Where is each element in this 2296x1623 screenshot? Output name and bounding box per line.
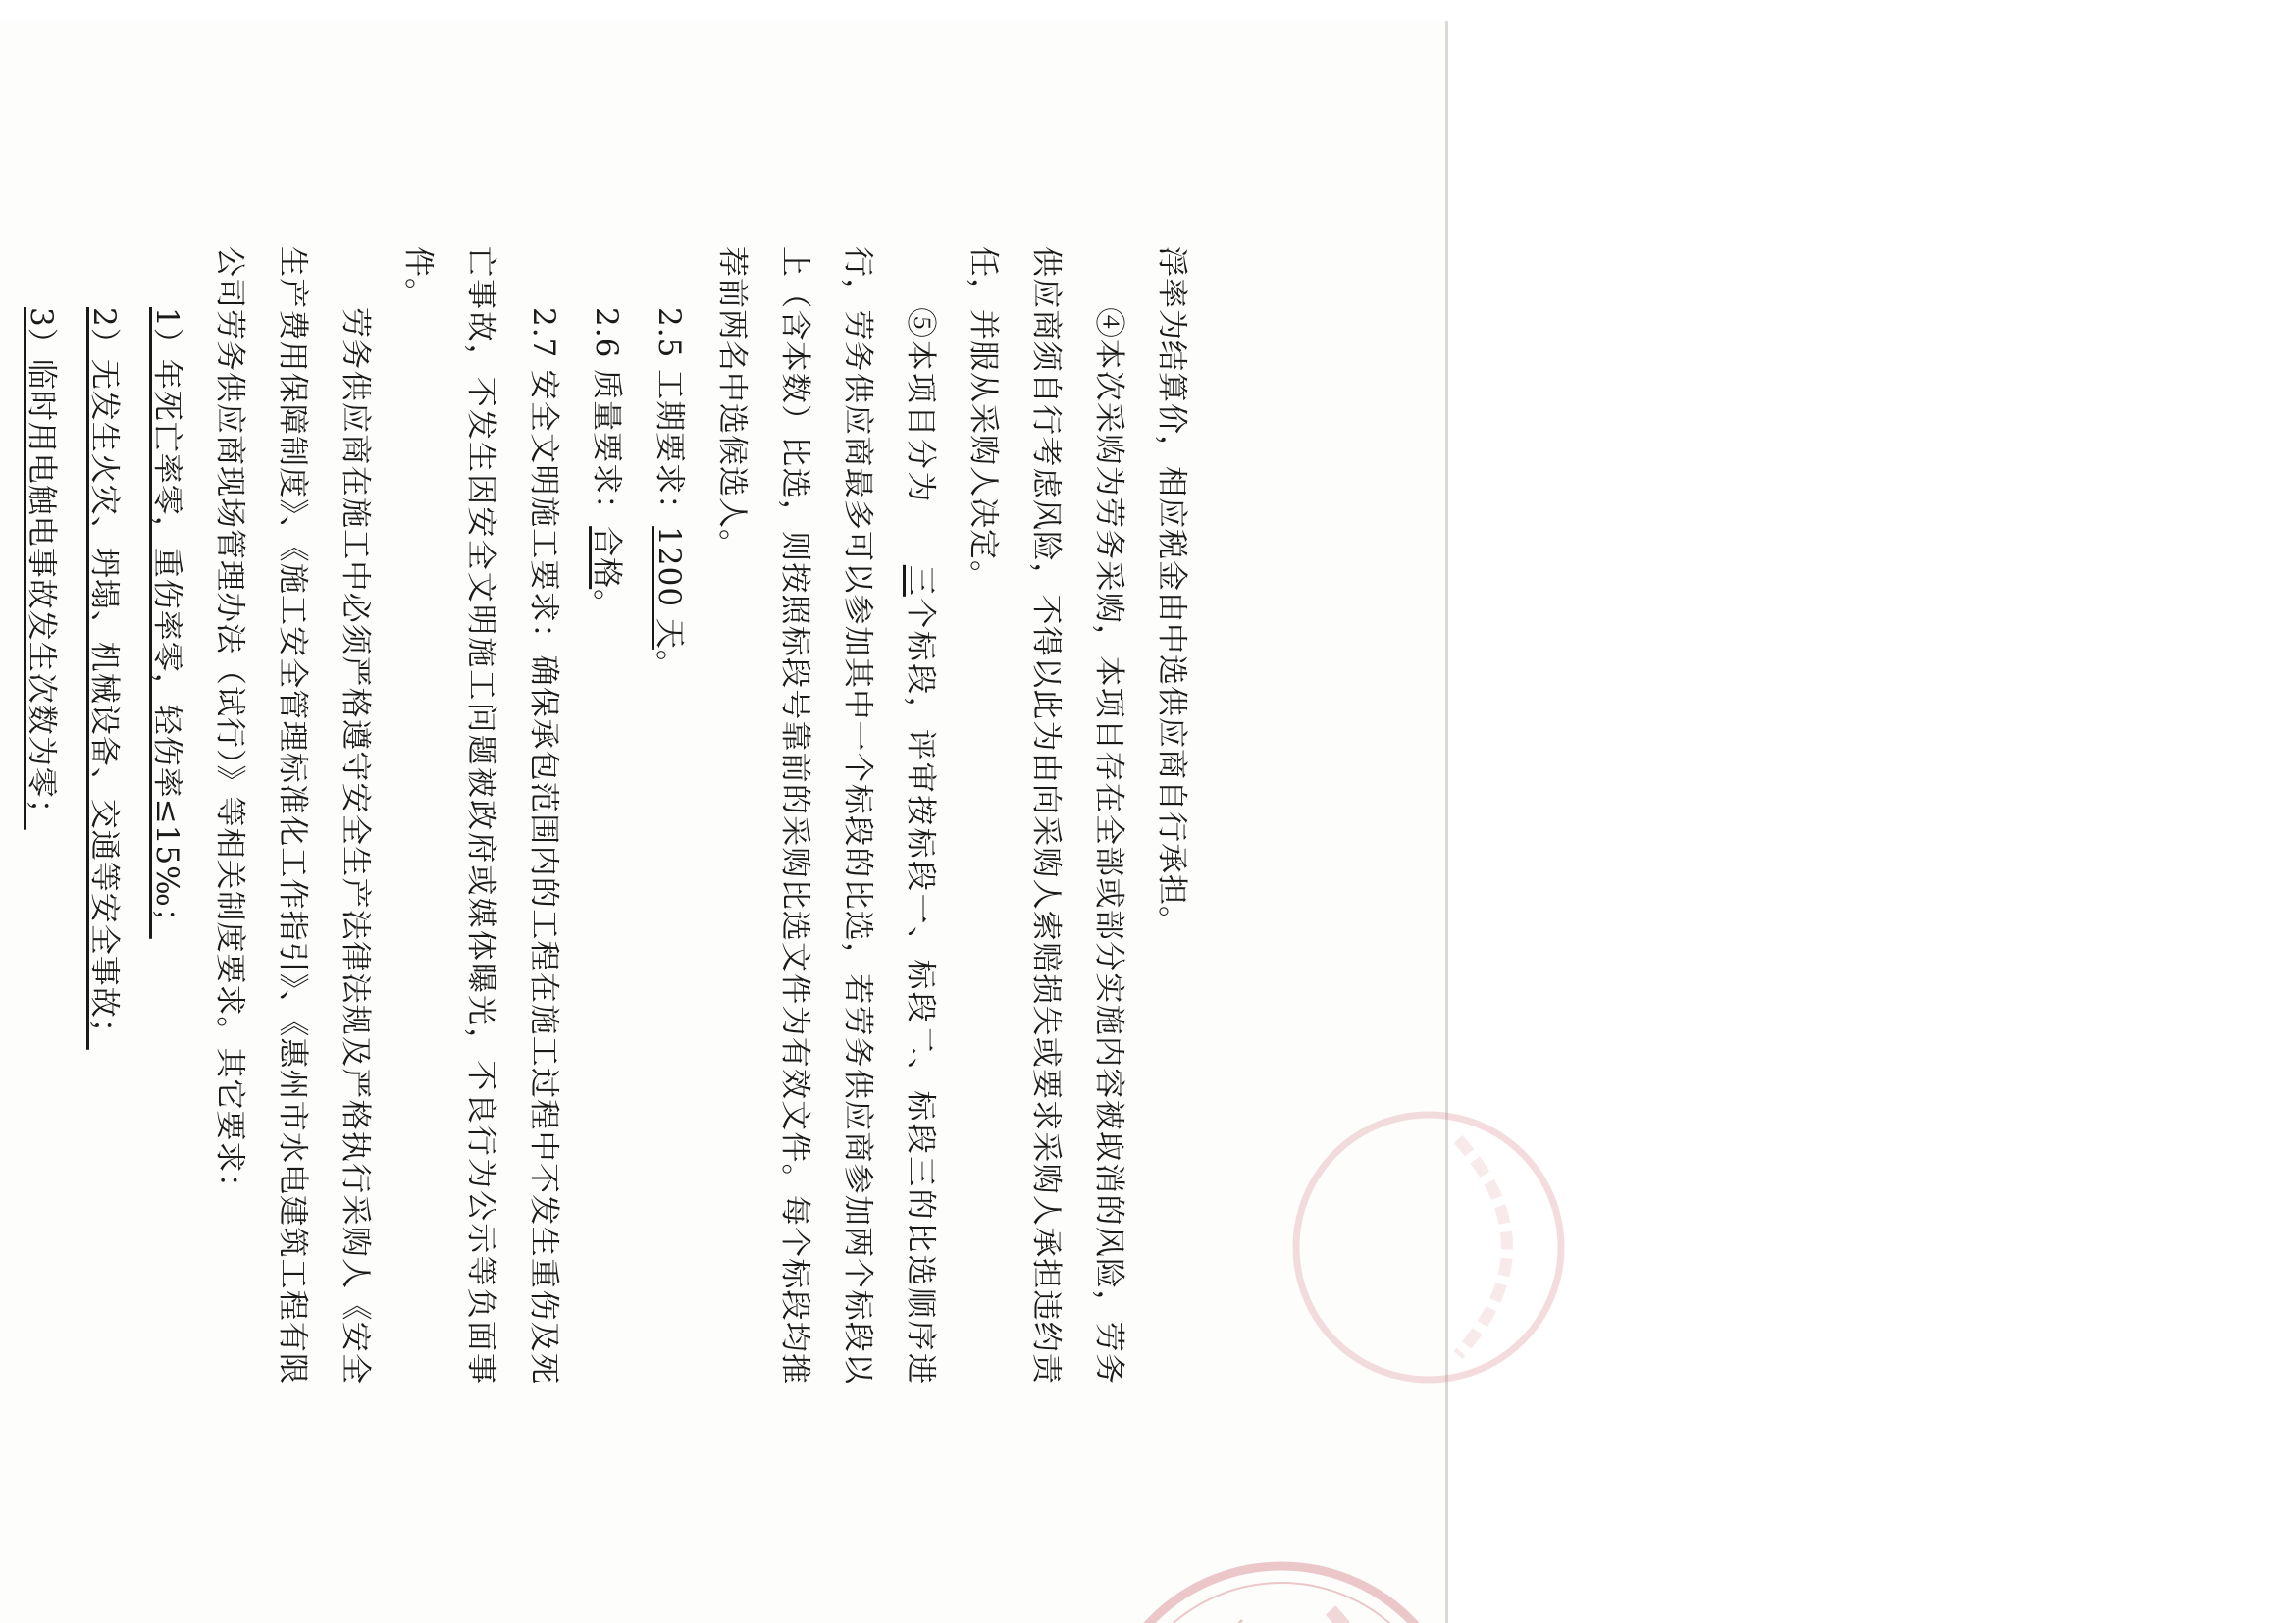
safety-requirement: 2.7 安全文明施工要求：确保承包范围内的工程在施工过程中不发生重伤及死亡事故，不发生因安全文明施工问题被政府或媒体曝光，不良行为公示等负面事件。 [400, 246, 561, 1385]
intro-line-1: 浮率为结算价，相应税金由中选供应商自行承担。 [1154, 246, 1189, 937]
safety-sub-item-text: 3）临时用电触电事故发生次数为零； [24, 307, 59, 830]
schedule-end: 。 [652, 649, 687, 681]
point-4-paragraph: ④本次采购为劳务采购，本项目存在全部或部分实施内容被取消的风险，劳务供应商须自行考虑风险，不得以此为由向采购人索赔损失或要求采购人承担违约责任，并服从采购人决定。 [965, 246, 1126, 1385]
safety-sub-item-text: 1）年死亡率零，重伤率零，轻伤率≤15‰； [149, 307, 184, 939]
schedule-requirement [638, 246, 701, 1385]
point-5-text-after: 个标段，评审按标段一、标段二、标段三的比选顺序进行，劳务供应商最多可以参加其中一个标段的比选，若劳务供应商参加两个标段以上（含本数）比选，则按照标段号靠前的采购比选文件为有效文件。每个标段均推荐前两名中选候选人。 [714, 246, 938, 1386]
quality-value: 合格 [589, 526, 624, 590]
quality-end: 。 [589, 589, 624, 621]
safety-sub-item [0, 246, 10, 1385]
safety-detail-paragraph: 劳务供应商在施工中必须严格遵守安全生产法律法规及严格执行采购人《安全生产费用保障制度》、《施工安全管理标准化工作指引》、《惠州市水电建筑工程有限公司劳务供应商现场管理办法（试行）》等相关制度要求。其它要求： [212, 246, 373, 1385]
safety-sub-item [135, 246, 198, 1385]
document-page [0, 21, 1448, 1623]
safety-sub-item-text: 2）无发生火灾、坍塌、机械设备、交通等安全事故； [86, 307, 122, 1050]
point-5-paragraph [701, 246, 952, 1385]
quality-label: 2.6 质量要求： [589, 307, 624, 527]
schedule-value: 1200 天 [652, 526, 687, 650]
point-5-text-before: ⑤本项目分为 [903, 307, 938, 504]
quality-requirement [575, 246, 638, 1385]
partial-seal-stamp [1281, 1100, 1576, 1394]
safety-sub-item [10, 246, 73, 1385]
safety-sub-item [73, 246, 135, 1385]
lot-count-blank: 三 [903, 564, 938, 597]
company-seal-stamp [1085, 1551, 1478, 1623]
schedule-label: 2.5 工期要求： [652, 307, 687, 527]
document-body [0, 246, 1203, 1385]
